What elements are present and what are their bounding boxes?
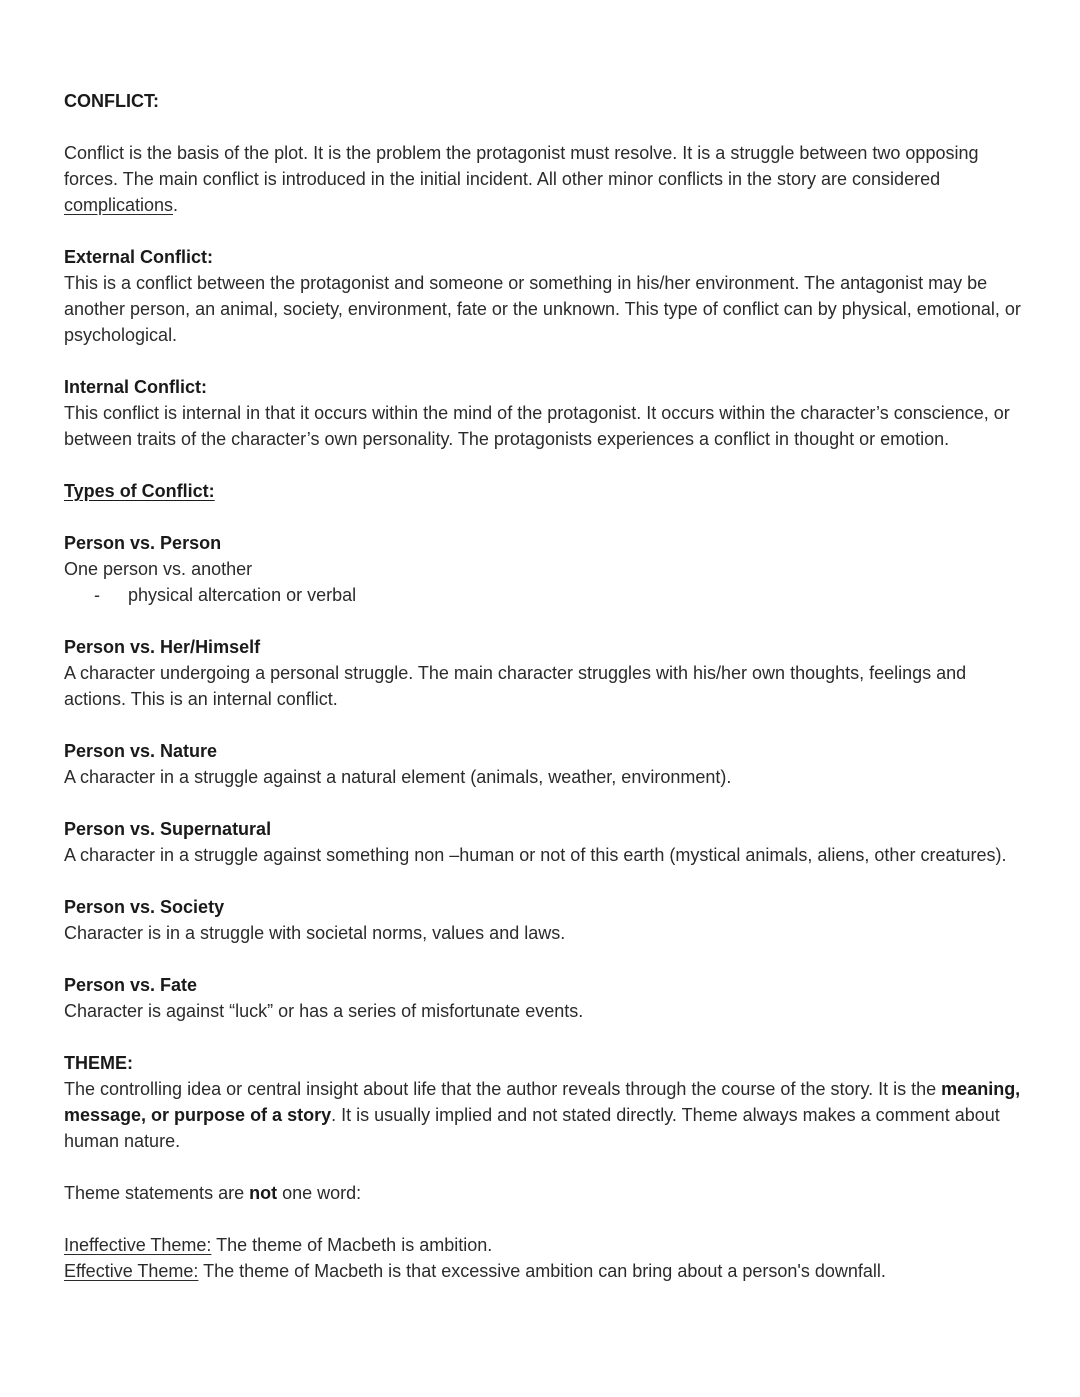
document-page xyxy=(64,88,1024,1284)
type-person-vs-person xyxy=(64,530,1024,608)
type-heading: Person vs. Fate xyxy=(64,975,198,995)
theme-statements-text: Theme statements are xyxy=(64,1183,250,1203)
conflict-paragraph-text: Conflict is the basis of the plot. It is the problem the protagonist must resolve. It is a struggle between two opposing forces. The main conflict is introduced in the initial incident. All other minor conflicts in the story are considered xyxy=(64,143,979,189)
theme-paragraph xyxy=(64,1076,1024,1154)
conflict-title: CONFLICT: xyxy=(64,91,159,111)
type-person-vs-society xyxy=(64,894,1024,946)
conflict-paragraph-end: . xyxy=(173,195,179,215)
theme-statements-note xyxy=(64,1180,1024,1206)
type-person-vs-fate xyxy=(64,972,1024,1024)
internal-conflict-section xyxy=(64,374,1024,452)
type-text: A character undergoing a personal struggle. The main character struggles with his/her own thoughts, feelings and actions. This is an internal conflict. xyxy=(64,663,967,709)
theme-examples xyxy=(64,1232,1024,1284)
theme-paragraph-rest: . It is usually implied and not stated directly. Theme always makes a comment about human nature. xyxy=(64,1105,1000,1151)
conflict-definition xyxy=(64,140,1024,218)
complications-term: complications xyxy=(64,195,174,215)
external-conflict-heading: External Conflict: xyxy=(64,247,214,267)
conflict-title-block xyxy=(64,88,1024,114)
bullet-dash: - xyxy=(94,585,100,605)
theme-title: THEME: xyxy=(64,1053,133,1073)
internal-conflict-heading: Internal Conflict: xyxy=(64,377,207,397)
internal-conflict-text: This conflict is internal in that it occurs within the mind of the protagonist. It occurs within the character’s conscience, or between traits of the character’s own personality. The protagonists experiences a conflict in thought or emotion. xyxy=(64,403,1010,449)
type-text: A character in a struggle against something non –human or not of this earth (mystical animals, aliens, other creatures). xyxy=(64,845,1007,865)
effective-theme-example xyxy=(64,1258,1024,1284)
not-emphasis: not xyxy=(249,1183,278,1203)
theme-section xyxy=(64,1050,1024,1154)
type-heading: Person vs. Her/Himself xyxy=(64,637,261,657)
type-text: Character is against “luck” or has a series of misfortunate events. xyxy=(64,1001,584,1021)
theme-statements-end: one word: xyxy=(277,1183,362,1203)
effective-theme-text: The theme of Macbeth is that excessive ambition can bring about a person's downfall. xyxy=(198,1261,886,1281)
type-heading: Person vs. Supernatural xyxy=(64,819,272,839)
type-heading: Person vs. Nature xyxy=(64,741,218,761)
type-person-vs-supernatural xyxy=(64,816,1024,868)
type-person-vs-self xyxy=(64,634,1024,712)
ineffective-theme-example xyxy=(64,1232,1024,1258)
theme-paragraph-text: The controlling idea or central insight about life that the author reveals through the course of the story. It is the xyxy=(64,1079,942,1099)
ineffective-theme-label: Ineffective Theme: xyxy=(64,1235,212,1255)
conflict-paragraph xyxy=(64,140,1024,218)
theme-bold-phrase: meaning, message, or purpose of a story xyxy=(64,1079,1021,1125)
types-heading-block xyxy=(64,478,1024,504)
external-conflict-text: This is a conflict between the protagonist and someone or something in his/her environment. The antagonist may be another person, an animal, society, environment, fate or the unknown. This type of conflict can by physical, emotional, or psychological. xyxy=(64,273,1021,345)
bullet-text: physical altercation or verbal xyxy=(128,585,357,605)
type-person-vs-nature xyxy=(64,738,1024,790)
type-text: One person vs. another xyxy=(64,559,253,579)
external-conflict-section xyxy=(64,244,1024,348)
type-text: Character is in a struggle with societal norms, values and laws. xyxy=(64,923,566,943)
type-text: A character in a struggle against a natural element (animals, weather, environment). xyxy=(64,767,732,787)
type-heading: Person vs. Person xyxy=(64,533,222,553)
type-heading: Person vs. Society xyxy=(64,897,225,917)
ineffective-theme-text: The theme of Macbeth is ambition. xyxy=(211,1235,493,1255)
theme-statements-line xyxy=(64,1180,1024,1206)
effective-theme-label: Effective Theme: xyxy=(64,1261,199,1281)
types-of-conflict-heading: Types of Conflict: xyxy=(64,481,215,501)
bullet-item xyxy=(64,582,1024,608)
